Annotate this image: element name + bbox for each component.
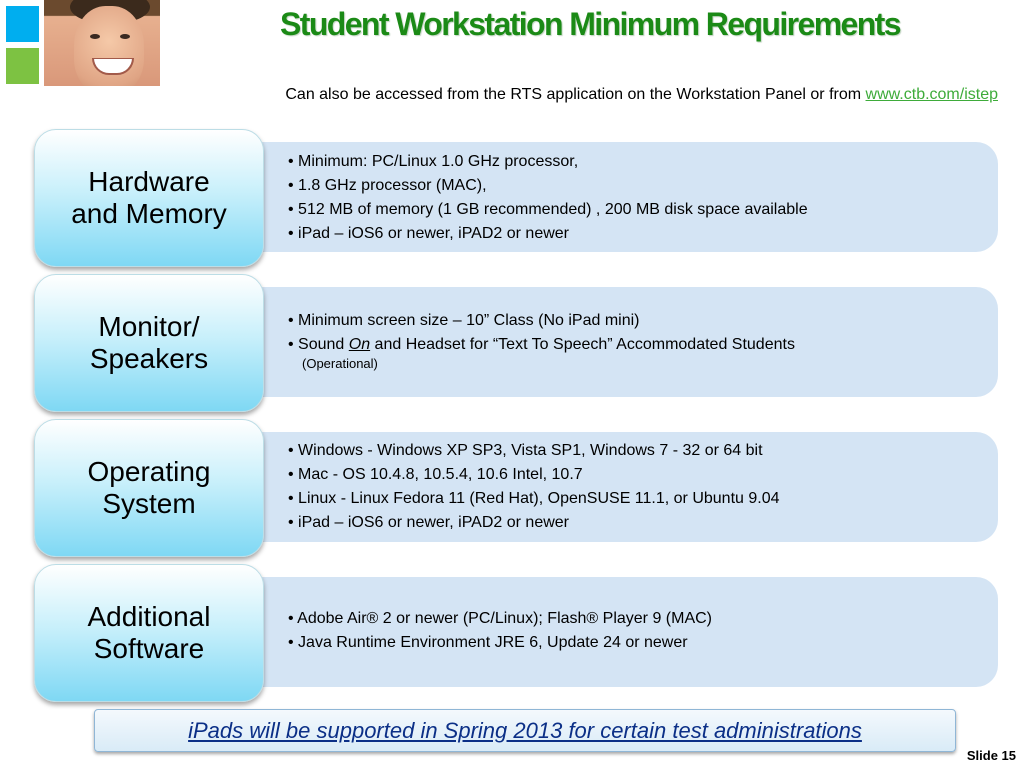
list-item: • Linux - Linux Fedora 11 (Red Hat), OpenSUSE 11.1, or Ubuntu 9.04 <box>288 490 780 507</box>
ctb-istep-link[interactable]: www.ctb.com/istep <box>865 86 998 103</box>
monitor-details-panel <box>230 287 998 397</box>
list-item: • 512 MB of memory (1 GB recommended) , 200 MB disk space available <box>288 201 808 218</box>
section-label-software <box>34 564 264 702</box>
section-label-line: Operating <box>87 456 211 487</box>
list-item: • Minimum screen size – 10” Class (No iPad mini) <box>288 312 640 329</box>
section-label-line: Monitor/ <box>98 311 200 342</box>
monitor-list <box>288 309 988 371</box>
list-item: • Windows - Windows XP SP3, Vista SP1, Windows 7 - 32 or 64 bit <box>288 442 763 459</box>
list-item: • Minimum: PC/Linux 1.0 GHz processor, <box>288 153 579 170</box>
slide-number: Slide 15 <box>966 748 1016 763</box>
section-label-line: Speakers <box>89 343 209 374</box>
list-item: • Java Runtime Environment JRE 6, Update 24 or newer <box>288 634 688 651</box>
subtitle-text: Can also be accessed from the RTS application on the Workstation Panel or from <box>285 86 866 103</box>
hardware-list <box>288 150 988 246</box>
ipad-support-note <box>94 709 956 752</box>
decorative-blue-square <box>6 6 39 42</box>
section-label-line: Additional <box>87 601 211 632</box>
ipad-support-note-text: iPads will be supported in Spring 2013 for certain test administrations <box>188 717 862 743</box>
section-label-os <box>34 419 264 557</box>
section-label-line: System <box>102 488 196 519</box>
software-list <box>288 607 988 655</box>
section-label-hardware <box>34 129 264 267</box>
section-label-line: Hardware <box>88 166 210 197</box>
os-details-panel <box>230 432 998 542</box>
list-item: • 1.8 GHz processor (MAC), <box>288 177 487 194</box>
list-item: • Mac - OS 10.4.8, 10.5.4, 10.6 Intel, 10.7 <box>288 466 583 483</box>
list-item: • iPad – iOS6 or newer, iPAD2 or newer <box>288 225 569 242</box>
subtitle <box>0 86 998 104</box>
student-photo <box>44 0 160 86</box>
software-details-panel <box>230 577 998 687</box>
page-title: Student Workstation Minimum Requirements <box>280 6 900 42</box>
list-item-sound: • Sound On and Headset for “Text To Speech” Accommodated Students (Operational) <box>288 333 988 371</box>
os-list <box>288 439 988 535</box>
hardware-details-panel <box>230 142 998 252</box>
decorative-green-square <box>6 48 39 84</box>
section-label-line: and Memory <box>71 198 227 229</box>
operational-note: (Operational) <box>302 356 378 371</box>
section-label-line: Software <box>93 633 205 664</box>
list-item: • iPad – iOS6 or newer, iPAD2 or newer <box>288 514 569 531</box>
section-label-monitor <box>34 274 264 412</box>
emphasis-on: On <box>348 336 371 353</box>
list-item: • Adobe Air® 2 or newer (PC/Linux); Flash® Player 9 (MAC) <box>288 610 712 627</box>
